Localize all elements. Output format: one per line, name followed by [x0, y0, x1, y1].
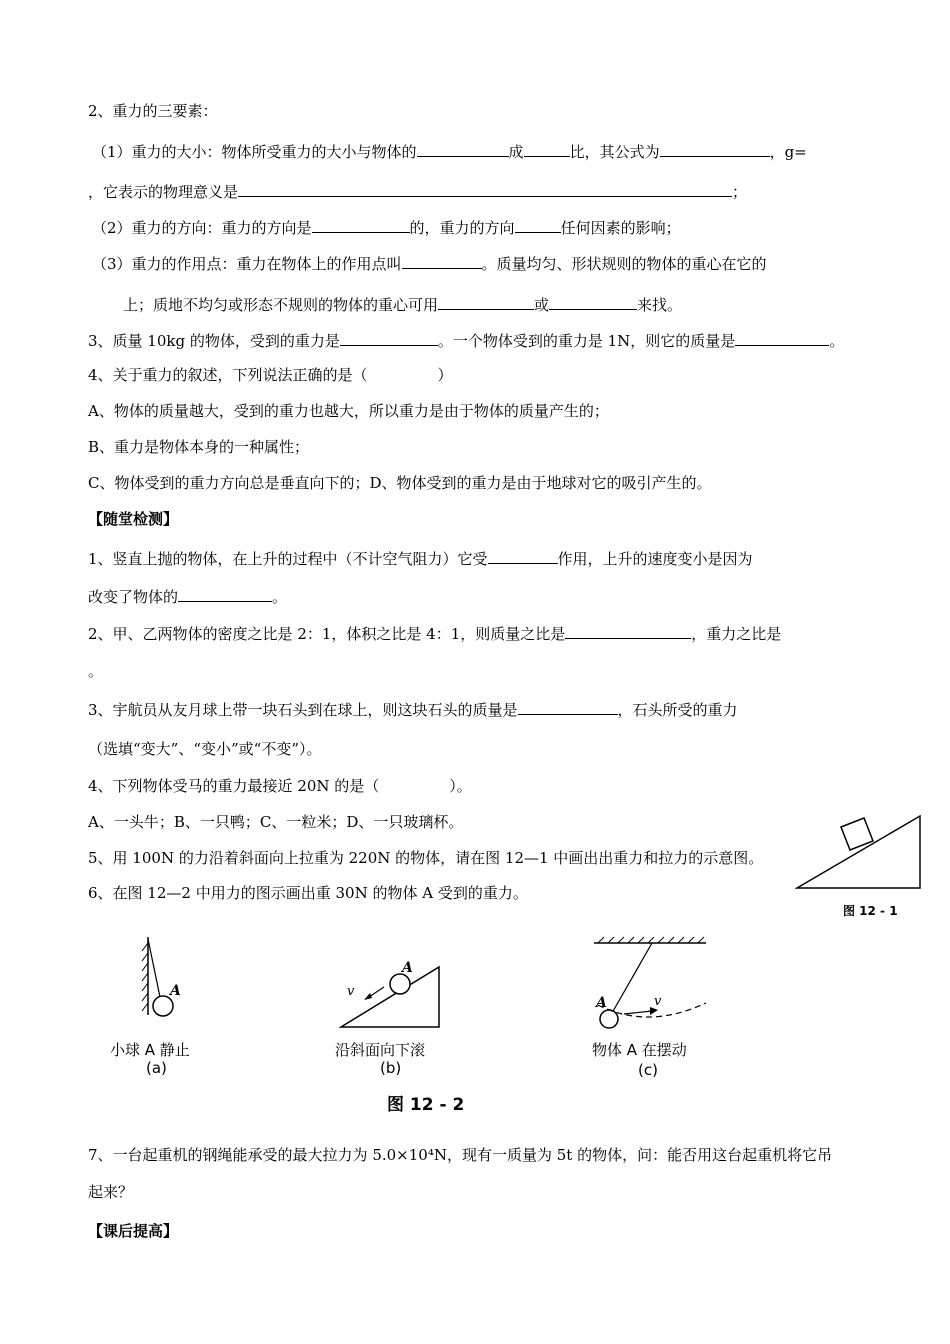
figure-12-2a [108, 935, 228, 1080]
check-q1-a: 1、竖直上抛的物体，在上升的过程中（不计空气阻力）它受 [88, 550, 488, 568]
p3-text-e: 来找。 [637, 296, 683, 314]
p3-text-c: 上；质地不均匀或形态不规则的物体的重心可用 [123, 296, 439, 314]
pendulum-diagram [588, 935, 718, 1035]
q4-option-cd: C、物体受到的重力方向总是垂直向下的；D、物体受到的重力是由于地球对它的吸引产生的。 [88, 474, 712, 492]
p2-text-b: 的，重力的方向 [409, 219, 515, 237]
q4-stem [88, 365, 453, 385]
section2-p3-line2 [123, 293, 682, 315]
blank-formula[interactable] [660, 140, 770, 157]
section2-p3-line1 [92, 252, 767, 274]
q3-text-c: 。 [829, 332, 845, 350]
check-q2-a: 2、甲、乙两物体的密度之比是 2：1，体积之比是 4：1，则质量之比是 [88, 625, 566, 643]
blank-q3-mass[interactable] [735, 329, 829, 346]
check-heading: 【随堂检测】 [88, 510, 179, 528]
rolling-ball-incline-diagram [335, 955, 465, 1035]
q4-close: ） [437, 366, 453, 384]
q4-option-a: A、物体的质量越大，受到的重力也越大，所以重力是由于物体的质量产生的； [88, 402, 609, 420]
check-q6: 6、在图 12—2 中用力的图示画出重 30N 的物体 A 受到的重力。 [88, 884, 528, 902]
check-q2-line2: 。 [88, 662, 104, 680]
p3-text-d: 或 [534, 296, 550, 314]
check-q4-line [88, 776, 472, 796]
fig-b-label: A [402, 960, 413, 976]
blank-meaning[interactable] [238, 180, 732, 197]
figure-12-2b [335, 955, 465, 1080]
q4-option-b: B、重力是物体本身的一种属性； [88, 438, 310, 456]
p1-text-b: 成 [508, 143, 524, 161]
blank-method2[interactable] [549, 293, 637, 310]
p2-text-a: （2）重力的方向：重力的方向是 [92, 219, 312, 237]
fig-c-sub: (c) [638, 1061, 658, 1079]
fig-b-sub: (b) [380, 1059, 402, 1077]
p1-text-e: ，它表示的物理意义是 [88, 183, 239, 201]
blank-affected[interactable] [515, 216, 561, 233]
p3-text-a: （3）重力的作用点：重力在物体上的作用点叫 [92, 255, 402, 273]
check-q1-line2 [88, 585, 287, 607]
blank-mass[interactable] [417, 140, 509, 157]
section2-p1-line2 [88, 180, 747, 202]
section2-p2 [92, 216, 681, 238]
p3-text-b: 。质量均匀、形状规则的物体的重心在它的 [481, 255, 767, 273]
check-q1-c: 改变了物体的 [88, 588, 179, 606]
blank-direction[interactable] [312, 216, 410, 233]
section2-title: 2、重力的三要素： [88, 102, 218, 120]
check-q3-line2: （选填“变大”、“变小”或“不变”）。 [88, 740, 322, 758]
fig-a-label: A [170, 983, 181, 999]
p1-text-f: ； [732, 183, 748, 201]
check-q7-line1: 7、一台起重机的钢绳能承受的最大拉力为 5.0×10⁴N，现有一质量为 5t 的物体，问：能否用这台起重机将它吊 [88, 1146, 833, 1164]
q4-stem-text: 4、关于重力的叙述，下列说法正确的是（ [88, 366, 368, 384]
fig-c-v: v [654, 994, 662, 1009]
check-q3-b: ，石头所受的重力 [617, 701, 738, 719]
fig-c-caption: 物体 A 在摆动 [592, 1041, 687, 1059]
q3-line [88, 329, 844, 351]
fig-a-caption: 小球 A 静止 [110, 1041, 190, 1059]
p1-text-a: （1）重力的大小：物体所受重力的大小与物体的 [92, 143, 417, 161]
blank-check-q1-force[interactable] [488, 547, 558, 564]
fig-a-sub: (a) [146, 1059, 167, 1077]
hanging-ball-diagram [108, 935, 228, 1035]
blank-q3-gravity[interactable] [340, 329, 438, 346]
check-q3-line1 [88, 698, 738, 720]
check-q1-line1 [88, 547, 753, 569]
section2-p1-line1 [92, 140, 807, 162]
check-q7-line2: 起来？ [88, 1183, 134, 1201]
q3-text-b: 。一个物体受到的重力是 1N，则它的质量是 [437, 332, 736, 350]
blank-check-q3-mass[interactable] [518, 698, 618, 715]
p1-text-d: ，g= [769, 143, 807, 161]
blank-ratio[interactable] [524, 140, 570, 157]
blank-check-q2-mass-ratio[interactable] [565, 622, 691, 639]
check-q2-line1 [88, 622, 781, 644]
fig-b-v: v [347, 984, 355, 999]
blank-center-of-gravity[interactable] [402, 252, 482, 269]
check-q4-b: ）。 [449, 777, 472, 795]
check-q3-a: 3、宇航员从友月球上带一块石头到在球上，则这块石头的质量是 [88, 701, 518, 719]
check-q4-options: A、一头牛；B、一只鸭；C、一粒米；D、一只玻璃杯。 [88, 813, 464, 831]
q3-text-a: 3、质量 10kg 的物体，受到的重力是 [88, 332, 340, 350]
check-q4-a: 4、下列物体受马的重力最接近 20N 的是（ [88, 777, 380, 795]
fig-c-label: A [596, 995, 607, 1011]
figure-12-1-caption: 图 12 - 1 [843, 904, 898, 918]
blank-method1[interactable] [438, 293, 534, 310]
blank-check-q1-state[interactable] [178, 585, 272, 602]
p2-text-c: 任何因素的影响； [560, 219, 681, 237]
check-q1-b: 作用，上升的速度变小是因为 [557, 550, 753, 568]
figure-12-2-caption: 图 12 - 2 [387, 1095, 465, 1115]
check-q2-b: ，重力之比是 [691, 625, 782, 643]
figure-12-2c [588, 935, 718, 1085]
check-q1-d: 。 [272, 588, 288, 606]
figure-12-1 [795, 812, 925, 924]
fig-b-caption: 沿斜面向下滚 [335, 1041, 426, 1059]
p1-text-c: 比，其公式为 [569, 143, 660, 161]
check-q5: 5、用 100N 的力沿着斜面向上拉重为 220N 的物体，请在图 12—1 中画出出重力和拉力的示意图。 [88, 849, 764, 867]
after-class-heading: 【课后提高】 [88, 1222, 179, 1240]
